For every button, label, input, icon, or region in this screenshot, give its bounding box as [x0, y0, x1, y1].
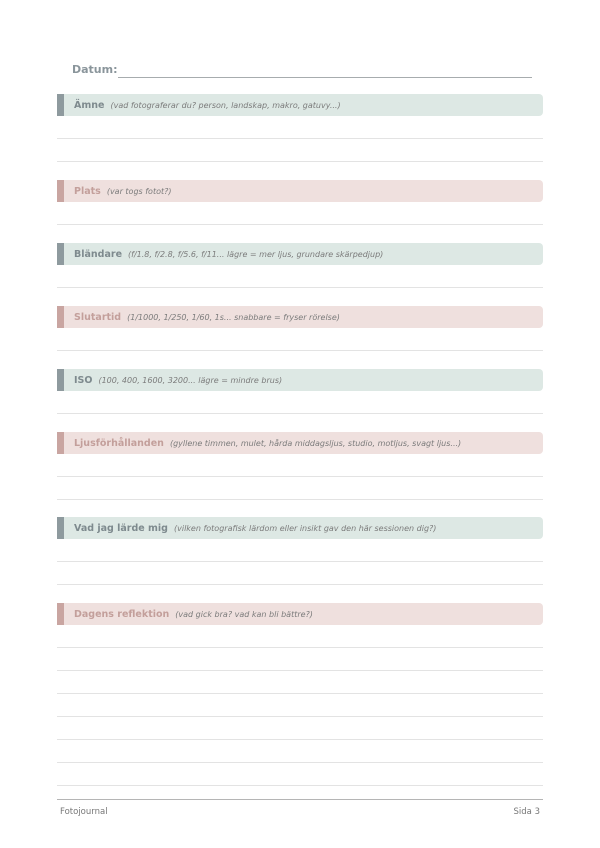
- section-title: Plats: [74, 185, 101, 197]
- section-header: [57, 603, 543, 625]
- section-hint: (gyllene timmen, mulet, hårda middagsljus, studio, motljus, svagt ljus...): [169, 438, 462, 448]
- section-subject: [57, 94, 543, 162]
- footer-journal-name: Fotojournal: [60, 807, 108, 817]
- section-header: [57, 306, 543, 328]
- section-header: [57, 517, 543, 539]
- section-header: [57, 432, 543, 454]
- section-shutter-speed: [57, 306, 543, 351]
- write-line[interactable]: [57, 539, 543, 562]
- section-hint: (vad gick bra? vad kan bli bättre?): [175, 609, 313, 619]
- section-header: [57, 180, 543, 202]
- write-line[interactable]: [57, 116, 543, 139]
- write-line[interactable]: [57, 328, 543, 351]
- section-title: Ljusförhållanden: [74, 437, 164, 449]
- section-lighting: [57, 432, 543, 500]
- section-hint: (100, 400, 1600, 3200... lägre = mindre brus): [98, 375, 283, 385]
- section-header: [57, 243, 543, 265]
- section-learned: [57, 517, 543, 585]
- write-line[interactable]: [57, 740, 543, 763]
- section-iso: [57, 369, 543, 414]
- date-field: [72, 62, 532, 80]
- section-header: [57, 94, 543, 116]
- section-title: ISO: [74, 374, 93, 386]
- write-line[interactable]: [57, 648, 543, 671]
- write-line[interactable]: [57, 763, 543, 786]
- write-line[interactable]: [57, 454, 543, 477]
- section-location: [57, 180, 543, 225]
- section-hint: (vad fotograferar du? person, landskap, makro, gatuvy...): [110, 100, 341, 110]
- date-label: Datum:: [72, 63, 118, 76]
- write-line[interactable]: [57, 477, 543, 500]
- section-hint: (1/1000, 1/250, 1/60, 1s... snabbare = fryser rörelse): [127, 312, 340, 322]
- write-line[interactable]: [57, 139, 543, 162]
- write-line[interactable]: [57, 202, 543, 225]
- write-line[interactable]: [57, 671, 543, 694]
- write-line[interactable]: [57, 694, 543, 717]
- section-title: Ämne: [74, 99, 105, 111]
- footer-page-number: Sida 3: [513, 807, 540, 817]
- footer-divider: [57, 799, 543, 800]
- write-line[interactable]: [57, 625, 543, 648]
- section-aperture: [57, 243, 543, 288]
- write-line[interactable]: [57, 562, 543, 585]
- section-reflection: [57, 603, 543, 786]
- write-line[interactable]: [57, 265, 543, 288]
- section-hint: (var togs fotot?): [106, 186, 172, 196]
- section-title: Slutartid: [74, 311, 122, 323]
- write-line[interactable]: [57, 391, 543, 414]
- date-write-line[interactable]: [118, 77, 532, 78]
- section-header: [57, 369, 543, 391]
- section-title: Dagens reflektion: [74, 608, 170, 620]
- section-hint: (f/1.8, f/2.8, f/5.6, f/11... lägre = mer ljus, grundare skärpedjup): [128, 249, 384, 259]
- section-hint: (vilken fotografisk lärdom eller insikt gav den här sessionen dig?): [173, 523, 437, 533]
- section-title: Bländare: [74, 248, 123, 260]
- section-title: Vad jag lärde mig: [74, 522, 168, 534]
- write-line[interactable]: [57, 717, 543, 740]
